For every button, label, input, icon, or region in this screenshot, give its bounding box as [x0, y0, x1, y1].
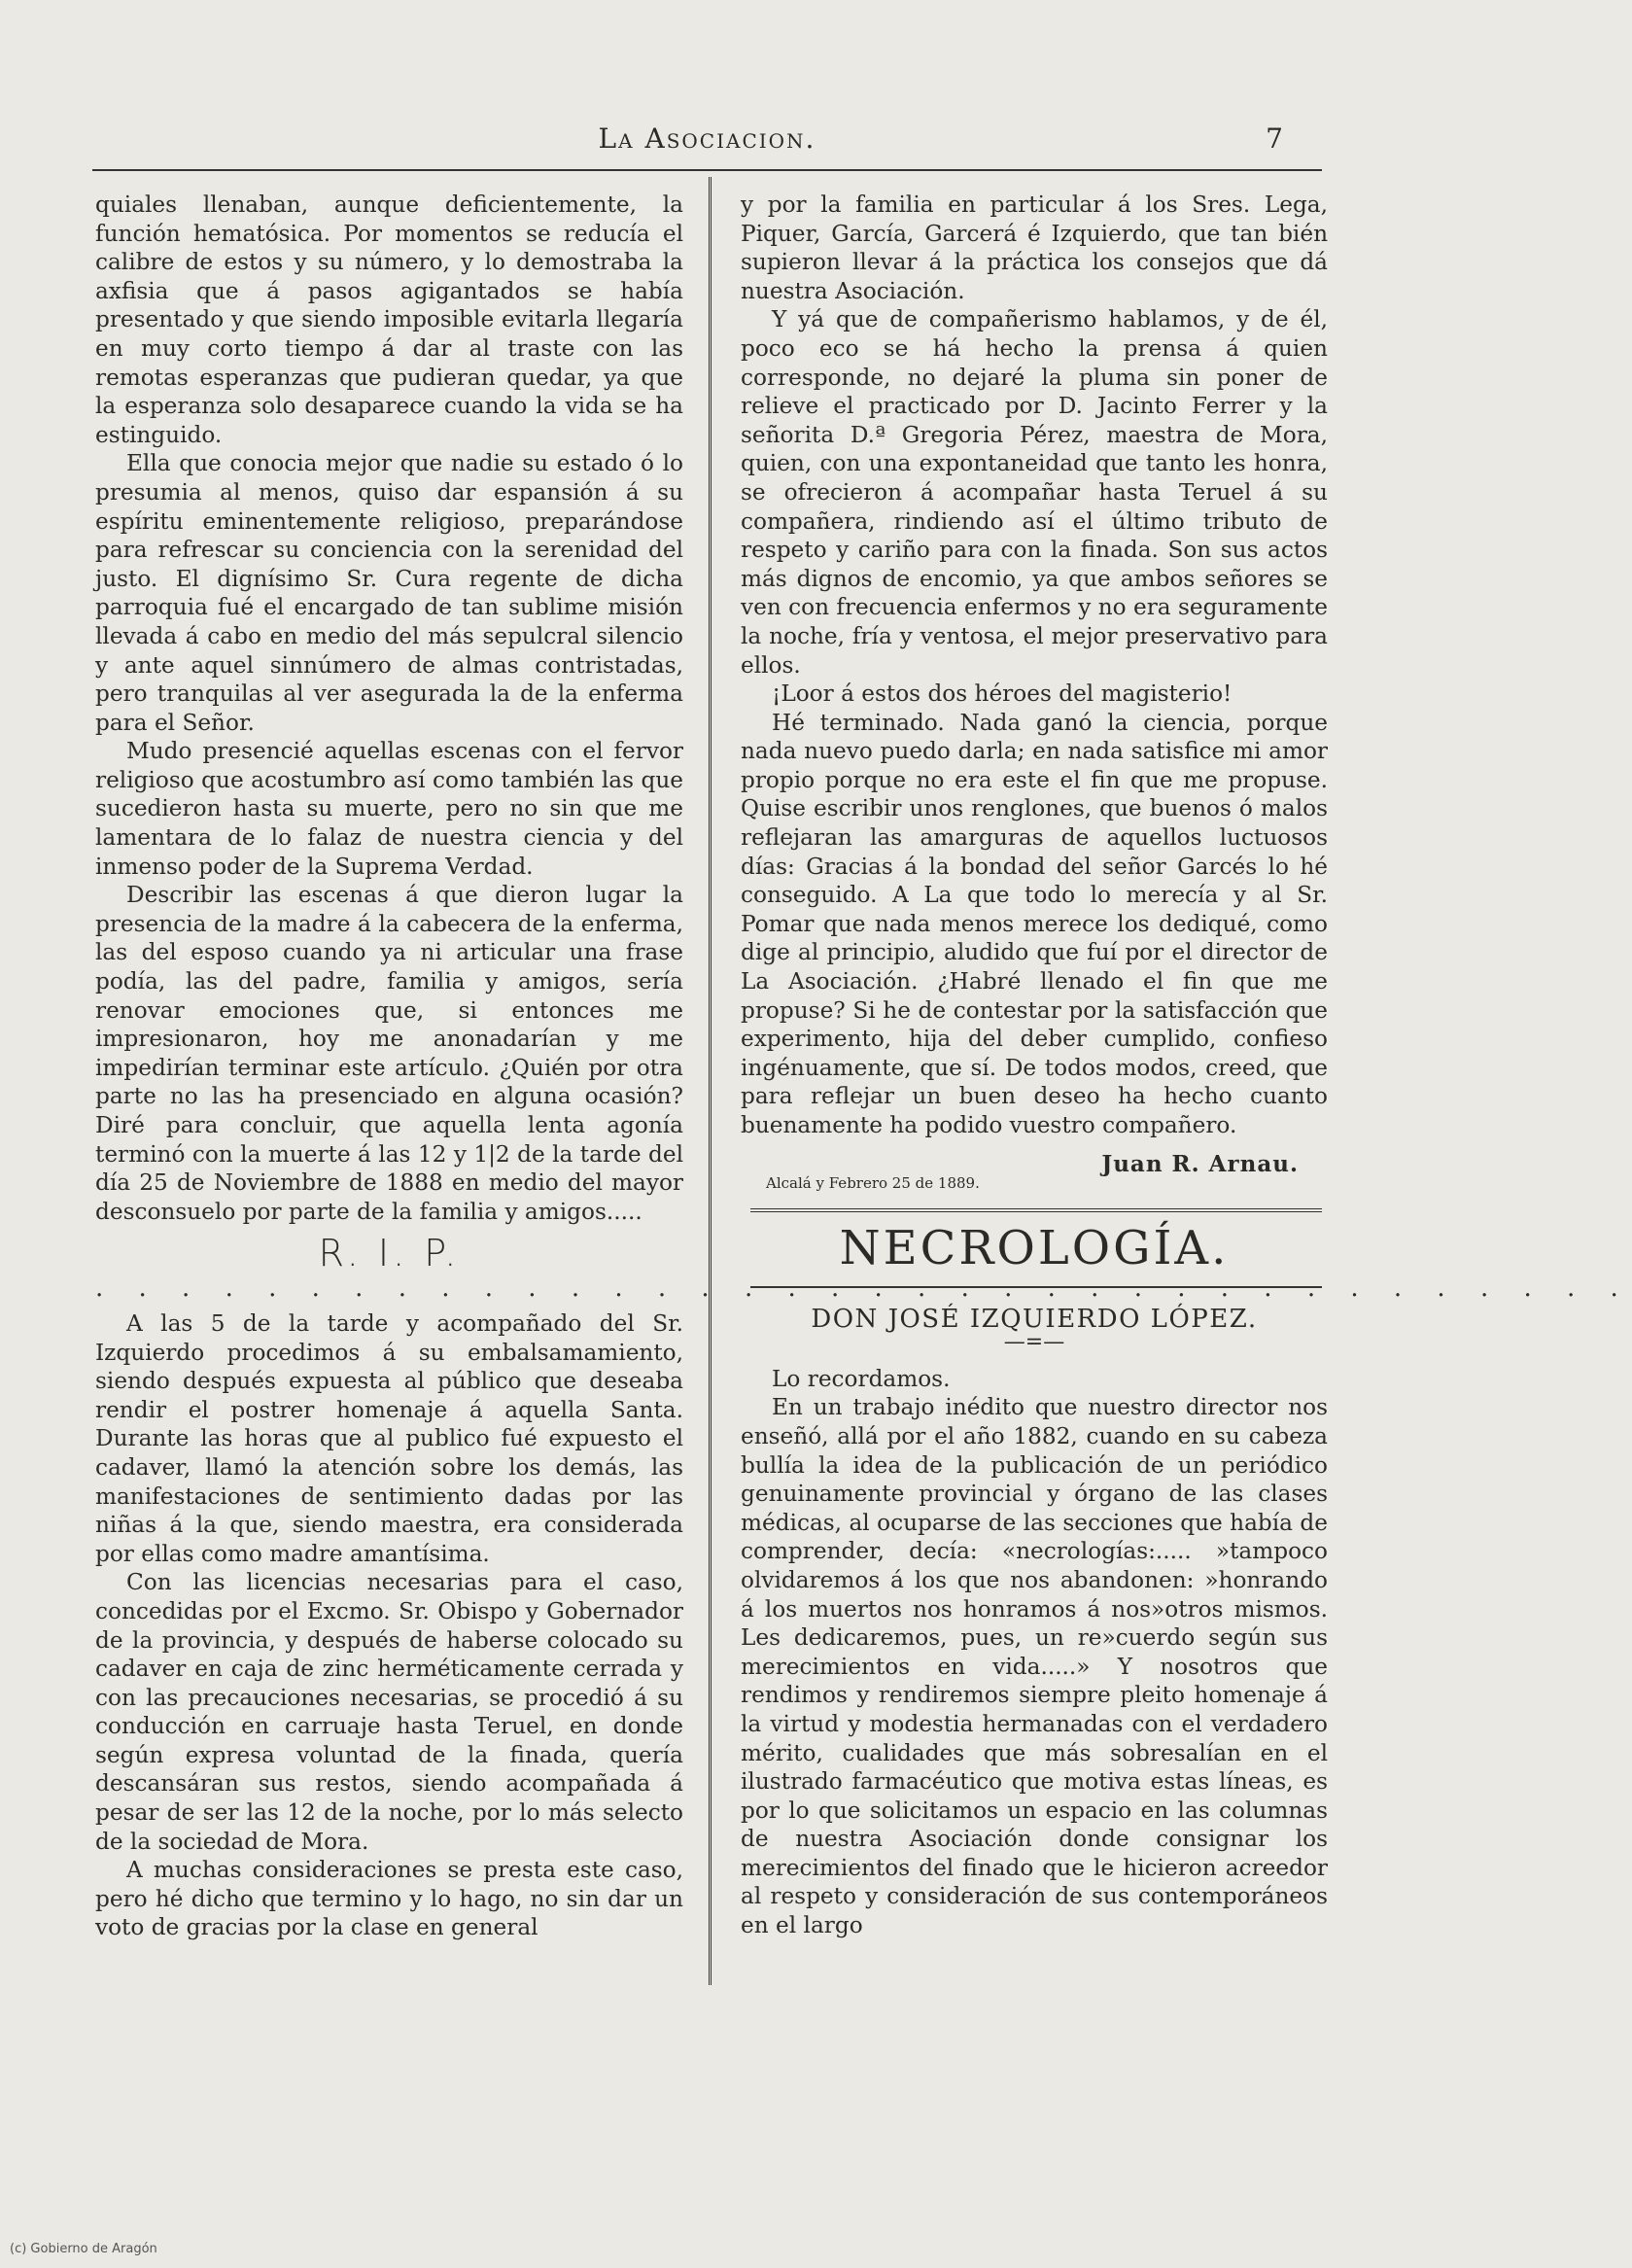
paragraph: Ella que conocia mejor que nadie su estado ó lo presumia al menos, quiso dar espansión á su espíritu eminentemente religioso, preparándose para refrescar su conciencia con la serenidad del justo. El dignísimo Sr. Cura regente de dicha parroquia fué el encargado de tan sublime misión llevada á cabo en medio del más sepulcral silencio y ante aquel sinnúmero de almas contristadas, pero tranquilas al ver asegurada la de la enferma para el Señor.: [95, 450, 683, 736]
paragraph: A las 5 de la tarde y acompañado del Sr. Izquierdo procedimos á su embalsamamiento, siendo después expuesta al público que deseaba rendir el postrer homenaje á aquella Santa. Durante las horas que al publico fué expuesto el cadaver, llamó la atención sobre los demás, las manifestaciones de sentimiento dadas por las niñas á la que, siendo maestra, era considerada por ellas como madre amantísima.: [95, 1309, 683, 1567]
paragraph: Con las licencias necesarias para el caso, concedidas por el Excmo. Sr. Obispo y Gobernador de la provincia, y después de haberse colocado su cadaver en caja de zinc herméticamente cerrada y con las precauciones necesarias, se procedió á su conducción en carruaje hasta Teruel, en donde según expresa voluntad de la finada, quería descansáran sus restos, siendo acompañada á pesar de ser las 12 de la noche, por lo más selecto de la sociedad de Mora.: [95, 1569, 683, 1855]
copyright-credit: (c) Gobierno de Aragón: [10, 2242, 157, 2256]
dateline: Alcalá y Febrero 25 de 1889.: [766, 1173, 980, 1192]
paragraph: A muchas consideraciones se presta este caso, pero hé dicho que termino y lo hago, no sin dar un voto de gracias por la clase en general: [95, 1857, 683, 1941]
paragraph: y por la familia en particular á los Sres. Lega, Piquer, García, Garcerá é Izquierdo, que tan bién supieron llevar á la práctica los consejos que dá nuestra Asociación.: [741, 192, 1328, 304]
author-signature: Juan R. Arnau.: [1101, 1150, 1299, 1177]
dotted-separator: . . . . . . . . . . . . . . . . . . . . . . . . . . . . . . . . . . . .: [95, 1273, 1632, 1303]
page-header: [92, 122, 1322, 161]
section-subtitle: DON JOSÉ IZQUIERDO LÓPEZ.: [811, 1304, 1258, 1334]
paragraph: ¡Loor á estos dos héroes del magisterio!: [772, 680, 1233, 708]
rip-heading: R. I. P.: [318, 1232, 461, 1275]
page-number: 7: [1266, 122, 1283, 155]
paragraph: quiales llenaban, aunque deficientemente, la función hematósica. Por momentos se reducía el calibre de estos y su número, y lo demostraba la axfisia que á pasos agigantados se había presentado y que siendo imposible evitarla llegaría en muy corto tiempo á dar al traste con las remotas esperanzas que pudieran quedar, ya que la esperanza solo desaparece cuando la vida se ha estinguido.: [95, 192, 683, 448]
section-rule: [750, 1208, 1322, 1212]
paragraph: Hé terminado. Nada ganó la ciencia, porque nada nuevo puedo darla; en nada satisfice mi amor propio porque no era este el fin que me propuse. Quise escribir unos renglones, que buenos ó malos reflejaran las amarguras de aquellos luctuosos días: Gracias á la bondad del señor Garcés lo hé conseguido. A La que todo lo merecía y al Sr. Pomar que nada menos merece los dediqué, como dige al principio, aludido que fuí por el director de La Asociación. ¿Habré llenado el fin que me propuse? Si he de contestar por la satisfacción que experimento, hija del deber cumplido, confieso ingénuamente, que sí. De todos modos, creed, que para reflejar un buen deseo ha hecho cuanto buenamente ha podido vuestro compañero.: [741, 709, 1328, 1138]
right-column: [741, 191, 1328, 1940]
paragraph: Y yá que de compañerismo hablamos, y de él, poco eco se há hecho la prensa á quien corresponde, no dejaré la pluma sin poner de relieve el practicado por D. Jacinto Ferrer y la señorita D.ª Gregoria Pérez, maestra de Mora, quien, con una expontaneidad que tanto les honra, se ofrecieron á acompañar hasta Teruel á su compañera, rindiendo así el último tributo de respeto y cariño para con la finada. Son sus actos más dignos de encomio, ya que ambos señores se ven con frecuencia enfermos y no era seguramente la noche, fría y ventosa, el mejor preservativo para ellos.: [741, 306, 1328, 679]
ornament: —=—: [1003, 1330, 1065, 1355]
column-divider: [709, 177, 712, 1985]
paragraph: Mudo presencié aquellas escenas con el fervor religioso que acostumbro así como también las que sucedieron hasta su muerte, pero no sin que me lamentara de lo falaz de nuestra ciencia y del inmenso poder de la Suprema Verdad.: [95, 738, 683, 880]
necrology-section: [741, 1208, 1328, 1940]
signature-block: [741, 1144, 1328, 1199]
section-title: NECROLOGÍA.: [839, 1220, 1230, 1275]
header-rule: [92, 169, 1322, 171]
running-title: La Asociacion.: [598, 122, 816, 155]
paragraph: En un trabajo inédito que nuestro director nos enseñó, allá por el año 1882, cuando en su cabeza bullía la idea de la publicación de un periódico genuinamente provincial y órgano de las clases médicas, al ocuparse de las secciones que había de comprender, decía: «necrologías:..... »tampoco olvidaremos á los que nos abandonen: »honrando á los muertos nos honramos á nos»otros mismos. Les dedicaremos, pues, un re»cuerdo según sus merecimientos en vida.....» Y nosotros que rendimos y rendiremos siempre pleito homenaje á la virtud y modestia hermanadas con el verdadero mérito, cualidades que más sobresalían en el ilustrado farmacéutico que motiva estas líneas, es por lo que solicitamos un espacio en las columnas de nuestra Asociación donde consignar los merecimientos del finado que le hicieron acreedor al respeto y consideración de sus contemporáneos en el largo: [741, 1394, 1328, 1939]
section-rule: [750, 1286, 1322, 1288]
paragraph: Lo recordamos.: [772, 1365, 951, 1392]
paragraph: Describir las escenas á que dieron lugar la presencia de la madre á la cabecera de la enferma, las del esposo cuando ya ni articular una frase podía, las del padre, familia y amigos, sería renovar emociones que, si entonces me impresionaron, hoy me anonadarían y me impedirían terminar este artículo. ¿Quién por otra parte no las ha presenciado en alguna ocasión? Diré para concluir, que aquella lenta agonía terminó con la muerte á las 12 y 1|2 de la tarde del día 25 de Noviembre de 1888 en medio del mayor desconsuelo por parte de la familia y amigos.....: [95, 882, 683, 1225]
